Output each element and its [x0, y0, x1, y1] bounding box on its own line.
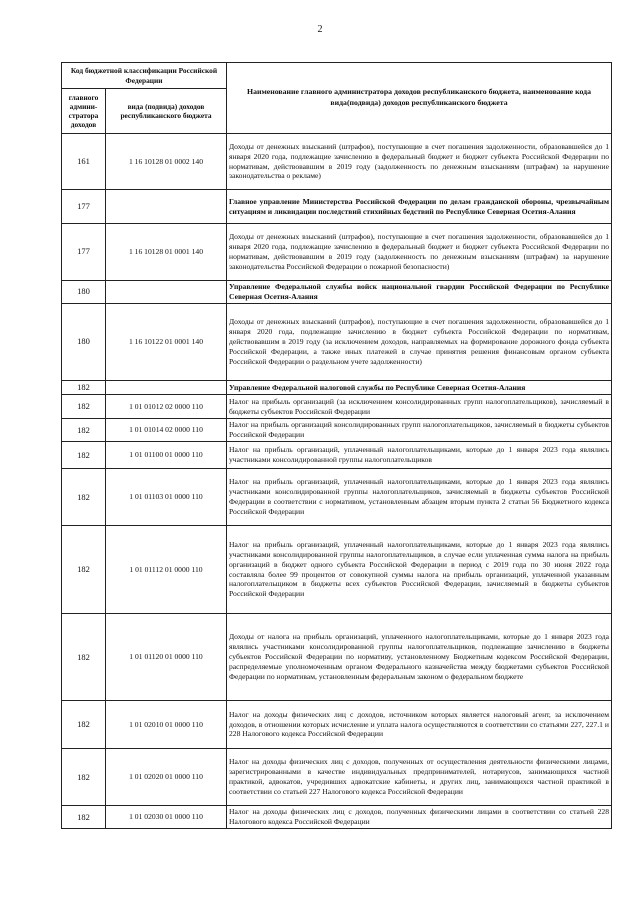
income-code-cell: 1 16 10128 01 0001 140	[106, 224, 227, 281]
table-row	[62, 806, 612, 829]
admin-code-cell: 161	[62, 134, 106, 190]
table-row	[62, 395, 612, 419]
income-description-cell: Налог на прибыль организаций (за исключением консолидированных групп налогоплательщиков), зачисляемый в бюджеты субъектов Российской Федерации	[227, 395, 612, 419]
header-group-title: Код бюджетной классификации Российской Федерации	[62, 63, 227, 89]
income-code-cell: 1 01 02030 01 0000 110	[106, 806, 227, 829]
income-description-cell: Налог на прибыль организаций консолидированных групп налогоплательщиков, зачисляемый в бюджеты субъектов Российской Федерации	[227, 419, 612, 442]
income-code-cell: 1 01 01100 01 0000 110	[106, 442, 227, 469]
income-code-cell: 1 01 01014 02 0000 110	[106, 419, 227, 442]
agency-name-cell: Главное управление Министерства Российской Федерации по делам гражданской обороны, чрезвычайным ситуациям и ликвидации последствий стихийных бедствий по Республике Северная Осетия-Алания	[227, 190, 612, 224]
admin-code-cell: 182	[62, 381, 106, 395]
header-admin-column: главного админи-стратора доходов	[62, 89, 106, 134]
admin-code-cell: 182	[62, 701, 106, 749]
table-row	[62, 134, 612, 190]
table-row	[62, 749, 612, 806]
admin-code-cell: 182	[62, 806, 106, 829]
table-row	[62, 419, 612, 442]
income-code-cell: 1 01 01112 01 0000 110	[106, 526, 227, 614]
header-name-column: Наименование главного администратора доходов республиканского бюджета, наименование кода вида(подвида) доходов республиканского бюджета	[227, 63, 612, 134]
income-code-cell: 1 01 01012 02 0000 110	[106, 395, 227, 419]
agency-name-cell: Управление Федеральной службы войск национальной гвардии Российской Федерации по Республике Северная Осетия-Алания	[227, 281, 612, 304]
table-body	[62, 134, 612, 829]
admin-code-cell: 182	[62, 749, 106, 806]
income-description-cell: Доходы от денежных взысканий (штрафов), поступающие в счет погашения задолженности, образовавшейся до 1 января 2020 года, подлежащие зачислению в бюджет субъекта Российской Федерации по нормативам, действовавшим в 2019 году (за исключением доходов, направляемых на формирование дорожного фонда субъекта Российской Федерации, а также иных платежей в случае принятия решения финансовым органом субъекта Российской Федерации о раздельном учете задолженности)	[227, 304, 612, 381]
income-description-cell: Налог на доходы физических лиц с доходов, полученных от осуществления деятельности физическими лицами, зарегистрированными в качестве индивидуальных предпринимателей, нотариусов, занимающихся частной практикой, адвокатов, учредивших адвокатские кабинеты, и других лиц, занимающихся частной практикой в соответствии со статьей 227 Налогового кодекса Российской Федерации	[227, 749, 612, 806]
income-description-cell: Доходы от денежных взысканий (штрафов), поступающие в счет погашения задолженности, образовавшейся до 1 января 2020 года, подлежащие зачислению в федеральный бюджет и бюджет субъекта Российской Федерации по нормативам, действовавшим в 2019 году (задолженность по денежным взысканиям (штрафам) за нарушение законодательства о рекламе)	[227, 134, 612, 190]
income-description-cell: Налог на доходы физических лиц с доходов, источником которых является налоговый агент, за исключением доходов, в отношении которых исчисление и уплата налога осуществляются в соответствии со статьями 227, 227.1 и 228 Налогового кодекса Российской Федерации	[227, 701, 612, 749]
income-code-cell	[106, 381, 227, 395]
income-code-cell: 1 01 02020 01 0000 110	[106, 749, 227, 806]
admin-code-cell: 180	[62, 304, 106, 381]
income-description-cell: Доходы от денежных взысканий (штрафов), поступающие в счет погашения задолженности, образовавшейся до 1 января 2020 года, подлежащие зачислению в федеральный бюджет и бюджет субъекта Российской Федерации по нормативам, действовавшим в 2019 году (задолженность по денежным взысканиям (штрафам) за нарушение законодательства Российской Федерации о пожарной безопасности)	[227, 224, 612, 281]
table-row	[62, 442, 612, 469]
agency-name-cell: Управление Федеральной налоговой службы по Республике Северная Осетия-Алания	[227, 381, 612, 395]
table-row	[62, 701, 612, 749]
admin-code-cell: 180	[62, 281, 106, 304]
admin-code-cell: 182	[62, 526, 106, 614]
income-description-cell: Налог на прибыль организаций, уплаченный налогоплательщиками, которые до 1 января 2023 года являлись участниками консолидированной группы налогоплательщиков, в случае если уплаченная сумма налога на прибыль организаций в бюджет одного субъекта Российской Федерации в период с 2019 года по 30 июня 2022 года составляла более 99 процентов от совокупной суммы налога на прибыль организаций, уплаченной указанным налогоплательщиком в бюджеты всех субъектов Российской Федерации, зачисляемый в бюджеты субъектов Российской Федерации	[227, 526, 612, 614]
income-code-cell	[106, 190, 227, 224]
budget-classification-table	[61, 62, 612, 829]
income-code-cell	[106, 281, 227, 304]
admin-code-cell: 182	[62, 614, 106, 701]
table-row	[62, 224, 612, 281]
income-code-cell: 1 01 02010 01 0000 110	[106, 701, 227, 749]
income-description-cell: Налог на доходы физических лиц с доходов, полученных физическими лицами в соответствии со статьей 228 Налогового кодекса Российской Федерации	[227, 806, 612, 829]
table-row	[62, 304, 612, 381]
admin-code-cell: 182	[62, 469, 106, 526]
income-code-cell: 1 16 10128 01 0002 140	[106, 134, 227, 190]
admin-code-cell: 177	[62, 190, 106, 224]
table-row	[62, 381, 612, 395]
table-row	[62, 469, 612, 526]
admin-code-cell: 177	[62, 224, 106, 281]
table-row	[62, 526, 612, 614]
table-row	[62, 190, 612, 224]
income-description-cell: Налог на прибыль организаций, уплаченный налогоплательщиками, которые до 1 января 2023 года являлись участниками консолидированной группы налогоплательщиков	[227, 442, 612, 469]
table-row	[62, 281, 612, 304]
income-code-cell: 1 01 01103 01 0000 110	[106, 469, 227, 526]
admin-code-cell: 182	[62, 419, 106, 442]
page-number: 2	[317, 24, 323, 35]
admin-code-cell: 182	[62, 442, 106, 469]
admin-code-cell: 182	[62, 395, 106, 419]
table-row	[62, 614, 612, 701]
income-description-cell: Доходы от налога на прибыль организаций, уплаченного налогоплательщиками, которые до 1 января 2023 года являлись участниками консолидированной группы налогоплательщиков, подлежащие зачислению в бюджеты субъектов Российской Федерации по нормативу, установленному Бюджетным кодексом Российской Федерации, распределяемые уполномоченным органом Федерального казначейства между бюджетами субъектов Российской Федерации по нормативам, установленным федеральным законом о федеральном бюджете	[227, 614, 612, 701]
income-description-cell: Налог на прибыль организаций, уплаченный налогоплательщиками, которые до 1 января 2023 года являлись участниками консолидированной группы налогоплательщиков, зачисляемый в бюджеты субъектов Российской Федерации в соответствии с нормативом, установленным абзацем вторым пункта 2 статьи 56 Бюджетного кодекса Российской Федерации	[227, 469, 612, 526]
income-code-cell: 1 01 01120 01 0000 110	[106, 614, 227, 701]
income-code-cell: 1 16 10122 01 0001 140	[106, 304, 227, 381]
header-income-code-column: вида (подвида) доходов республиканского бюджета	[106, 89, 227, 134]
